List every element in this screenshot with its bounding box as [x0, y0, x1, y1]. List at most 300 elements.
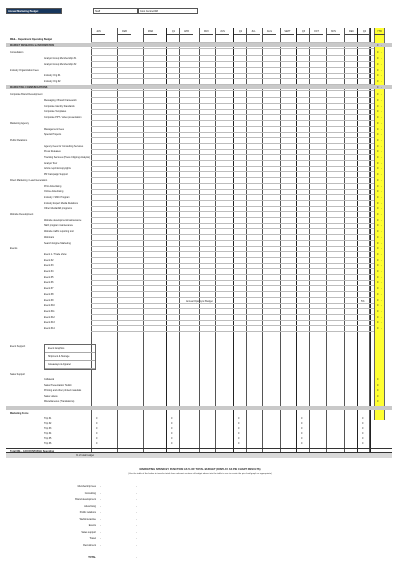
summary-total-value: - [136, 556, 137, 559]
summary-label: Brand development [75, 498, 96, 501]
row-label: Agency Fees for Consulting Services [44, 144, 84, 148]
summary-value: - [100, 537, 101, 540]
column-header: FEB [118, 28, 131, 35]
row-gridline [91, 297, 374, 298]
trip-value: 0 [238, 422, 240, 425]
trip-value: 0 [171, 427, 173, 430]
summary-percent: - [136, 524, 137, 527]
ytd-dash: - [381, 116, 382, 120]
ytd-value: 0 [377, 241, 379, 245]
row-label: Event #9 [44, 298, 54, 302]
row-label: Event #14 [44, 327, 55, 330]
trip-value: 0 [96, 427, 98, 430]
row-label: Webinars [44, 235, 55, 239]
ytd-value: 0 [377, 394, 379, 398]
row-label: Event #13 [44, 321, 55, 325]
row-label: Industry Expert Media Relations [44, 201, 78, 205]
ytd-dash: - [381, 270, 382, 273]
grid-vline [370, 28, 371, 456]
summary-percent: - [136, 485, 137, 488]
row-label: Event #6 [44, 281, 54, 285]
column-header: APR [180, 28, 193, 35]
ytd-value: 0 [377, 43, 379, 47]
column-header: AUG [263, 28, 276, 35]
row-gridline [91, 257, 374, 258]
ytd-value: 0 [377, 287, 379, 291]
ytd-value: 0 [377, 304, 379, 308]
sales-support-item: Miscellaneous (Translations) [44, 400, 75, 403]
ytd-dash: - [381, 298, 382, 302]
trip-value: 0 [301, 422, 303, 425]
row-gridline [91, 331, 374, 332]
trip-value: 0 [362, 427, 364, 430]
grid-vline [166, 28, 167, 456]
ytd-value: 0 [377, 138, 379, 142]
row-label: Direct Marketing / Lead Generation [10, 178, 48, 182]
summary-value: - [100, 517, 101, 521]
ytd-value: 0 [377, 190, 379, 194]
ytd-value: 0 [377, 144, 379, 148]
column-header: MAY [200, 28, 213, 35]
ytd-dash: - [381, 74, 382, 78]
row-label: Corporate PPT / video presentation [44, 116, 82, 120]
row-label: Tracking Services (Press Clipping Analysis) [44, 156, 91, 159]
ytd-value: 0 [377, 133, 379, 137]
column-header: MAR [144, 28, 157, 35]
event-support-item[interactable]: Event Graphics [45, 345, 95, 353]
ytd-dash: - [381, 190, 382, 194]
ytd-value: 0 [377, 327, 379, 330]
summary-label: Travel [89, 537, 96, 540]
column-header: NOV [327, 28, 340, 35]
ytd-dash: - [381, 110, 382, 114]
column-header: JUL [247, 28, 260, 35]
row-label: Event #10 [44, 304, 55, 308]
ytd-dash: - [381, 241, 382, 245]
ytd-value: 0 [377, 378, 379, 381]
row-label: Event #11 [44, 309, 55, 313]
trip-value: 0 [238, 442, 240, 445]
trip-value: 0 [238, 417, 240, 420]
grid-vline [309, 28, 310, 456]
ytd-dash: - [381, 161, 382, 165]
trip-value: 0 [362, 422, 364, 425]
section-band [6, 43, 392, 47]
row-label: PR Campaign Support [44, 173, 68, 177]
ytd-value: 0 [377, 195, 379, 199]
summary-label: Consulting [84, 491, 96, 495]
grid-vline [91, 28, 92, 456]
ytd-dash: - [381, 133, 382, 137]
row-gridline [91, 154, 374, 155]
ytd-dash: - [381, 195, 382, 199]
row-label: Other Media/AR programs [44, 207, 72, 211]
ytd-dash: - [381, 43, 382, 47]
trip-value: 0 [171, 442, 173, 445]
row-gridline [91, 308, 374, 309]
grid-vline [246, 28, 247, 456]
row-label: Corporate Templates [44, 110, 67, 114]
summary-section [60, 468, 340, 570]
ytd-value: 0 [377, 79, 379, 83]
ytd-dash: - [381, 207, 382, 211]
row-label: Event #2 [44, 258, 54, 262]
trip-value: 0 [362, 442, 364, 445]
ytd-value: 0 [377, 150, 379, 154]
ytd-dash: - [381, 275, 382, 279]
ytd-value: 0 [377, 121, 379, 125]
row-gridline [91, 55, 374, 56]
row-gridline [91, 285, 374, 286]
ytd-dash: - [381, 327, 382, 330]
trip-value: 0 [171, 417, 173, 420]
trip-value: 0 [171, 432, 173, 435]
ytd-dash: - [381, 93, 382, 97]
trip-value: 0 [238, 432, 240, 435]
ytd-value: 0 [377, 93, 379, 97]
ytd-value: 0 [377, 173, 379, 177]
cost-centre-cell[interactable]: Cost Centre/ID# [138, 8, 198, 14]
row-label: Event #5 [44, 275, 54, 279]
ytd-value: 0 [377, 127, 379, 131]
ytd-value: 0 [377, 104, 379, 108]
percent-of-budget-label: % of total budget [76, 454, 94, 457]
summary-rows [60, 475, 340, 570]
ytd-dash: - [381, 304, 382, 308]
row-label: Events [10, 247, 18, 251]
ytd-value: 0 [377, 383, 379, 387]
row-gridline [91, 217, 374, 218]
grid-vline [280, 28, 281, 456]
row-gridline [91, 320, 374, 321]
row-label: Industry Org #1 [44, 74, 61, 78]
annual-sync-marker: Annual Ops/Sync Budget [186, 300, 213, 303]
row-label: Analyst Group Membership #1 [44, 57, 77, 61]
row-gridline [91, 48, 374, 49]
ytd-dash: - [381, 150, 382, 154]
summary-label: Membership fees [77, 485, 96, 488]
ytd-value: 0 [377, 235, 379, 239]
ytd-value: 0 [377, 213, 379, 216]
column-header: Q3 [297, 28, 310, 35]
ytd-dash: - [381, 252, 382, 256]
trip-value: 0 [362, 432, 364, 435]
trip-value: 0 [301, 427, 303, 430]
event-support-label: Event Support [10, 345, 26, 348]
ytd-value: 0 [377, 252, 379, 256]
grid-vline [179, 28, 180, 456]
row-label: Online Advertising [44, 190, 64, 194]
row-label: Event #8 [44, 292, 54, 296]
ytd-value: 0 [377, 110, 379, 114]
row-label: MARKETING COMMUNICATIONS [10, 85, 48, 89]
summary-percent: - [136, 537, 137, 540]
row-gridline [91, 132, 374, 133]
row-gridline [91, 177, 374, 178]
row-gridline [91, 109, 374, 110]
summary-value: - [100, 485, 101, 488]
trip-value: 0 [301, 437, 303, 440]
row-gridline [91, 166, 374, 167]
ytd-dash: - [381, 99, 382, 102]
row-gridline [91, 234, 374, 235]
row-label: Search Engine Marketing [44, 241, 71, 245]
trip-value: 0 [362, 417, 364, 420]
ytd-dash: - [381, 184, 382, 188]
sales-support-item: Printing and other printed materials [44, 389, 82, 392]
row-gridline [91, 171, 374, 172]
trip-item: Trip #2 [44, 422, 52, 425]
ytd-dash: - [381, 57, 382, 61]
row-label: Website development/maintenance [44, 218, 82, 222]
row-label: Event #4 [44, 270, 54, 273]
summary-value: - [100, 498, 101, 501]
row-gridline [91, 223, 374, 224]
ytd-value: 0 [377, 57, 379, 61]
trip-value: 0 [301, 442, 303, 445]
trip-value: 0 [301, 432, 303, 435]
ytd-value: 0 [377, 389, 379, 392]
ytd-dash: - [381, 309, 382, 313]
trip-value: 0 [96, 437, 98, 440]
event-support-table [44, 344, 96, 370]
summary-note: (Use the table of the below to transfer totals from relevant sections of budget above into the table to use to create the pie chart/graph as appropriate) [128, 473, 272, 475]
ytd-value: 0 [377, 99, 379, 102]
trip-value: 0 [238, 427, 240, 430]
summary-label: Web/interactive [79, 517, 96, 521]
row-gridline [91, 103, 374, 104]
trip-item: Trip #4 [44, 432, 52, 435]
column-header: Q4 [358, 28, 371, 35]
ytd-dash: - [381, 138, 382, 142]
ytd-dash: - [381, 127, 382, 131]
ytd-value: 0 [377, 315, 379, 319]
grid-vline [199, 28, 200, 456]
ytd-dash: - [381, 292, 382, 296]
ytd-value: 0 [377, 264, 379, 268]
row-gridline [91, 120, 374, 121]
row-label: Corporate Brand Development [10, 93, 43, 97]
summary-percent: - [136, 517, 137, 521]
ytd-dash: - [381, 85, 382, 89]
row-gridline [91, 78, 374, 79]
row-gridline [91, 268, 374, 269]
row-label: Event #3 [44, 264, 54, 268]
ytd-dash: - [381, 258, 382, 262]
row-gridline [91, 228, 374, 229]
ytd-value: 0 [377, 62, 379, 66]
grid-vline [117, 28, 118, 456]
row-label: Article reprints/copyrights [44, 167, 71, 171]
summary-percent: - [136, 530, 137, 534]
row-label: Event #7 [44, 287, 54, 291]
row-gridline [91, 97, 374, 98]
summary-value: - [100, 511, 101, 514]
marketing-force-label: Marketing Force [10, 412, 29, 415]
ytd-value: 0 [377, 74, 379, 78]
row-gridline [91, 183, 374, 184]
sales-support-item: Collateral [44, 378, 55, 381]
row-gridline [91, 211, 374, 212]
trip-value: 0 [96, 432, 98, 435]
grid-vline [143, 28, 144, 456]
row-gridline [91, 194, 374, 195]
ytd-value: 0 [377, 292, 379, 296]
row-label: Corporate Identity Standards [44, 104, 75, 108]
ytd-value: 0 [377, 258, 379, 262]
grid-vline [296, 28, 297, 456]
ytd-value: 0 [377, 321, 379, 325]
budget-sheet [6, 8, 392, 456]
row-gridline [91, 67, 374, 68]
row-gridline [91, 160, 374, 161]
ytd-dash: - [381, 68, 382, 72]
row-gridline [91, 126, 374, 127]
row-gridline [91, 90, 374, 91]
ytd-value: 0 [377, 184, 379, 188]
grid-vline [262, 28, 263, 456]
row-gridline [91, 200, 374, 201]
row-label: MARKET RESEARCH & INFORMATION [10, 43, 55, 47]
section-band [6, 85, 392, 89]
row-gridline [91, 325, 374, 326]
column-header: SEPT [281, 28, 294, 35]
trip-value: 0 [96, 417, 98, 420]
ytd-value: 0 [377, 51, 379, 55]
event-support-item[interactable]: Giveaways & Apparel [45, 361, 95, 369]
summary-label: Public relations [79, 511, 96, 514]
ytd-dash: - [381, 281, 382, 285]
row-label: SEO program maintenance [44, 224, 73, 228]
ytd-value: 0 [377, 167, 379, 171]
ytd-value: 0 [377, 116, 379, 120]
summary-label: Advertising [84, 504, 96, 508]
ytd-value: 0 [377, 201, 379, 205]
row-label: Analyst Tour [44, 161, 58, 165]
ytd-dash: - [381, 104, 382, 108]
trip-value: 0 [96, 422, 98, 425]
summary-value: - [100, 543, 101, 547]
row-gridline [91, 314, 374, 315]
ytd-value: 0 [377, 275, 379, 279]
row-label: Event #12 [44, 315, 55, 319]
row-gridline [91, 206, 374, 207]
column-header: DEC [345, 28, 358, 35]
trip-value: 0 [171, 422, 173, 425]
summary-label: Events [88, 524, 96, 527]
column-header: OCT [310, 28, 323, 35]
ytd-value: 0 [377, 298, 379, 302]
percent-marker: 5% [361, 300, 365, 303]
ytd-value: 0 [377, 281, 379, 285]
row-gridline [91, 143, 374, 144]
grid-vline [326, 28, 327, 456]
summary-percent: - [136, 498, 137, 501]
row-gridline [91, 149, 374, 150]
ytd-dash: - [381, 235, 382, 239]
summary-label: Sales support [81, 530, 96, 534]
row-label: Industry Org #2 [44, 79, 61, 83]
row-gridline [91, 137, 374, 138]
ytd-dash: - [381, 144, 382, 148]
row-gridline [91, 246, 374, 247]
row-label: Special Projects [44, 133, 62, 137]
trip-value: 0 [171, 437, 173, 440]
grid-vline [357, 28, 358, 456]
percent-of-budget-row [6, 453, 392, 458]
ytd-value: 0 [377, 230, 379, 234]
grid-vline [233, 28, 234, 456]
trip-value: 0 [96, 442, 98, 445]
ytd-dash: - [381, 247, 382, 251]
ytd-value: 0 [377, 224, 379, 228]
ytd-dash: - [381, 156, 382, 159]
ytd-dash: - [381, 201, 382, 205]
ytd-value: 0 [377, 309, 379, 313]
ytd-value: 0 [377, 270, 379, 273]
grid-vline [344, 28, 345, 456]
staff-cell[interactable]: Staff [93, 8, 138, 14]
trip-item: Trip #3 [44, 427, 52, 430]
row-label: Industry Organization Fees [10, 68, 39, 72]
ytd-value: 0 [377, 85, 379, 89]
ytd-dash: - [381, 167, 382, 171]
trip-value: 0 [301, 417, 303, 420]
row-gridline [91, 240, 374, 241]
summary-total-label: TOTAL [88, 556, 96, 559]
ytd-dash: - [381, 218, 382, 222]
trip-value: 0 [362, 437, 364, 440]
summary-percent: - [136, 504, 137, 508]
row-label: Website Development [10, 213, 34, 216]
row-gridline [91, 280, 374, 281]
row-label: Marketing Agency [10, 121, 30, 125]
summary-label: Recruitment [83, 543, 96, 547]
row-label: Management Fees [44, 127, 64, 131]
column-header: JUN [216, 28, 229, 35]
ytd-value: 0 [377, 218, 379, 222]
row-label: Website traffic reporting tool [44, 230, 74, 234]
ytd-dash: - [381, 213, 382, 216]
ytd-dash: - [381, 321, 382, 325]
column-header: Q2 [234, 28, 247, 35]
trip-item: Trip #6 [44, 442, 52, 445]
summary-percent: - [136, 491, 137, 495]
ytd-dash: - [381, 173, 382, 177]
ytd-dash: - [381, 178, 382, 182]
summary-title: MARKETING SPEND BY FUNCTION AS % OF TOTAL BUDGET (DISPLAY AS PIE CHART RESULTS) [139, 468, 261, 471]
event-support-item[interactable]: Shipment & Storage [45, 353, 95, 361]
ytd-value: 0 [377, 207, 379, 211]
ytd-dash: - [381, 264, 382, 268]
ytd-dash: - [381, 79, 382, 83]
summary-value: - [100, 524, 101, 527]
trip-item: Trip #1 [44, 417, 52, 420]
grid-vline [369, 28, 370, 456]
column-header: JAN [92, 28, 105, 35]
ytd-dash: - [381, 230, 382, 234]
row-label: Public Relations [10, 138, 28, 142]
row-gridline [91, 263, 374, 264]
sheet-title: Annual Marketing Budget [6, 8, 62, 14]
ytd-value: 0 [377, 247, 379, 251]
ytd-value: 0 [377, 400, 379, 403]
row-gridline [91, 251, 374, 252]
summary-percent: - [136, 543, 137, 547]
row-gridline [91, 73, 374, 74]
row-label: Print Advertising [44, 184, 62, 188]
row-gridline [91, 303, 374, 304]
